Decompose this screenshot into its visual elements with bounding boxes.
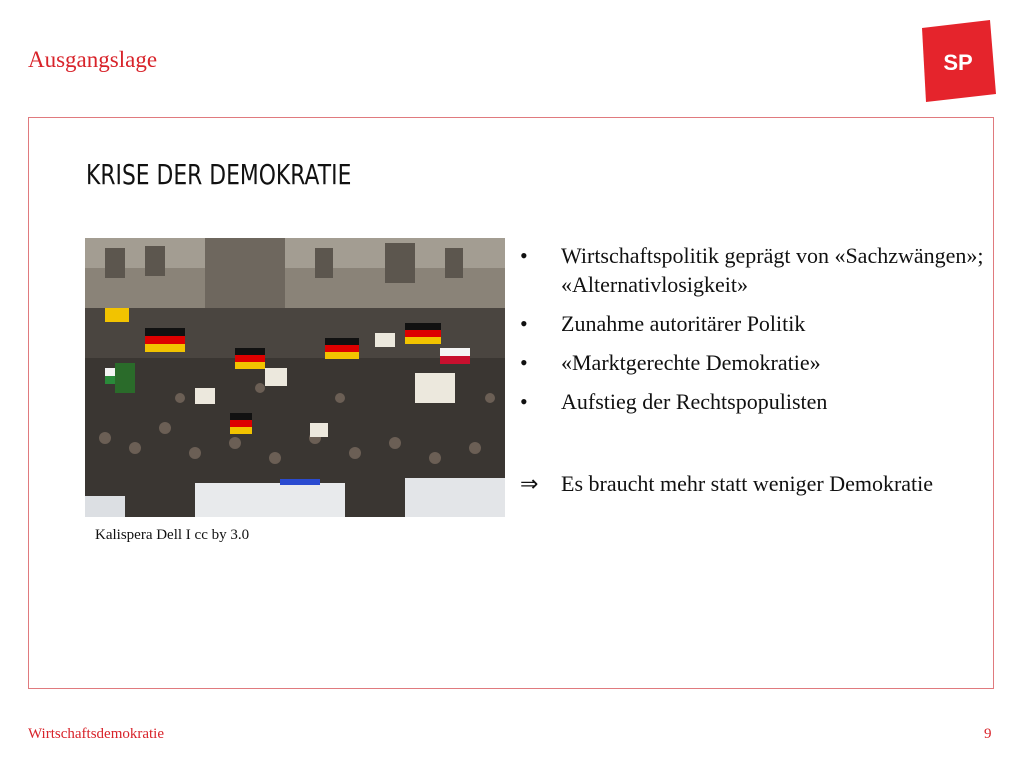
bullet-marker: • <box>520 311 528 336</box>
bullet-marker: • <box>520 243 528 268</box>
sp-logo <box>918 20 998 102</box>
bullet-text: «Marktgerechte Demokratie» <box>561 350 821 375</box>
bullet-text: Wirtschaftspolitik geprägt von «Sachzwängen»; «Alternativlosigkeit» <box>561 243 984 297</box>
section-title: Ausgangslage <box>28 47 158 72</box>
logo-text: SP <box>943 50 973 75</box>
slide-title: KRISE DER DEMOKRATIE <box>86 158 352 191</box>
page-number: 9 <box>984 726 992 742</box>
bullet-text: Zunahme autoritärer Politik <box>561 311 806 336</box>
demonstration-photo <box>85 238 505 517</box>
bullet-marker: • <box>520 350 528 375</box>
bullet-item <box>518 241 988 299</box>
photo-caption: Kalispera Dell I cc by 3.0 <box>95 527 250 543</box>
bullet-marker: • <box>520 389 528 414</box>
conclusion <box>518 468 988 499</box>
footer-title: Wirtschaftsdemokratie <box>28 726 165 742</box>
bullet-list <box>518 241 988 426</box>
bullet-text: Aufstieg der Rechtspopulisten <box>561 389 828 414</box>
implies-arrow-icon: ⇒ <box>520 471 539 496</box>
bullet-item <box>518 348 988 377</box>
bullet-item <box>518 309 988 338</box>
bullet-item <box>518 387 988 416</box>
conclusion-text: Es braucht mehr statt weniger Demokratie <box>561 471 934 496</box>
